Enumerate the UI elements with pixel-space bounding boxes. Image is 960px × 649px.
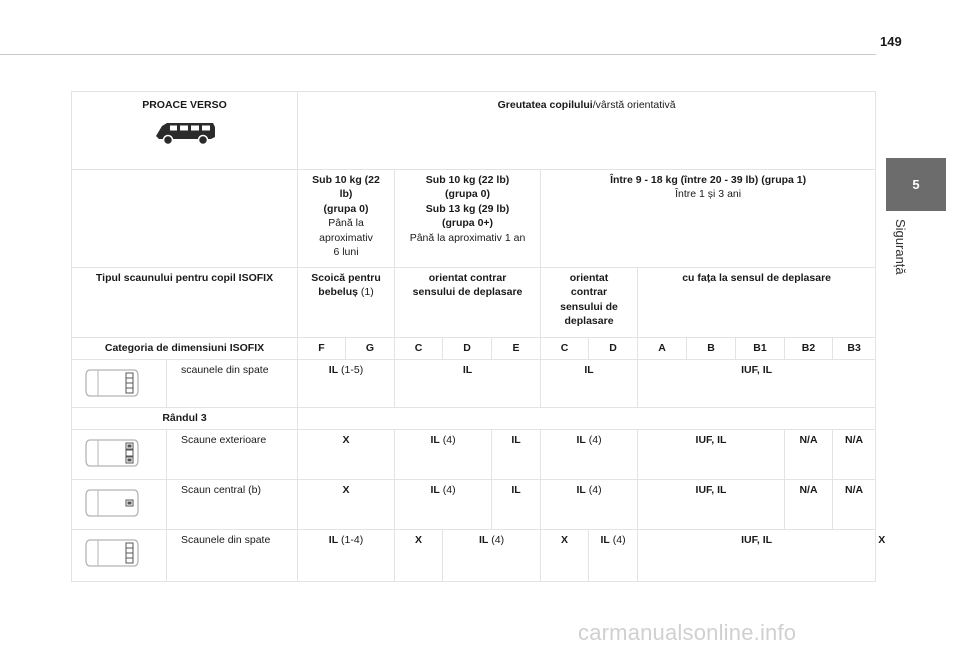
- table-header-row: [72, 92, 876, 170]
- vehicle-name: PROACE VERSO: [142, 99, 227, 111]
- page-number: 149: [880, 34, 902, 49]
- row-cell: N/A: [785, 430, 833, 480]
- seat-layout-rear-row-icon: [84, 366, 140, 400]
- seat-types-row: [72, 268, 876, 338]
- cell-value: IL: [576, 434, 586, 446]
- rear-facing-b-line: deplasare: [564, 315, 614, 328]
- rear-facing-line: sensului de deplasare: [412, 286, 523, 299]
- size-class-value: B: [687, 338, 736, 360]
- row-cell: IUF, IL: [638, 480, 785, 530]
- row-cell: [395, 430, 492, 480]
- rear-facing-b-line: orientat: [569, 272, 609, 284]
- cell-note: (4): [439, 434, 456, 446]
- row-cell: N/A: [833, 480, 876, 530]
- carrycot-line: Scoică pentru: [311, 272, 381, 284]
- cell-value: IL: [328, 534, 339, 546]
- row-cell: [541, 480, 638, 530]
- group-0-line: Până la: [328, 217, 364, 230]
- group-0plus-line: Până la aproximativ 1 an: [409, 231, 526, 244]
- weight-groups-row: [72, 170, 876, 268]
- group-0plus-cell: [395, 170, 541, 268]
- group-0plus-line: (grupa 0): [445, 188, 490, 201]
- size-class-label: Categoria de dimensiuni ISOFIX: [72, 338, 298, 360]
- group-0-line: Sub 10 kg (22: [312, 174, 380, 186]
- cell-value: IL: [576, 484, 586, 496]
- row-cell: IUF, IL: [638, 430, 785, 480]
- cell-note: (1-5): [338, 364, 364, 376]
- row-cell: [298, 360, 395, 408]
- row-cell: IUF, IL: [638, 360, 876, 408]
- row-cell: X: [298, 430, 395, 480]
- row-3-header: [72, 408, 876, 430]
- row-cell: IL: [395, 360, 541, 408]
- row-cell: [443, 530, 541, 582]
- seat-layout-outer-icon: [84, 436, 140, 470]
- group-0-line: aproximativ: [319, 231, 373, 244]
- row-cell: N/A: [785, 480, 833, 530]
- size-class-value: B3: [833, 338, 876, 360]
- group-0plus-line: Sub 10 kg (22 lb): [425, 174, 510, 186]
- group-0-line: lb): [339, 188, 353, 201]
- seat-layout-center-icon: [84, 486, 140, 520]
- isofix-table: [71, 91, 886, 582]
- cell-note: (4): [609, 534, 626, 546]
- row-cell: IL: [541, 360, 638, 408]
- seat-layout-rear-bench-icon: [84, 536, 140, 570]
- row-cell: [395, 480, 492, 530]
- weight-title-bold: Greutatea copilului: [497, 99, 593, 111]
- row-label: Scaun central (b): [167, 480, 298, 530]
- carrycot-note: (1): [357, 286, 374, 299]
- table-row-outer-seats: [72, 430, 876, 480]
- size-class-value: G: [346, 338, 395, 360]
- group-0-cell: [298, 170, 395, 268]
- watermark: carmanualsonline.info: [578, 620, 797, 645]
- weight-title-rest: /vârstă orientativă: [592, 99, 676, 111]
- size-class-value: D: [589, 338, 638, 360]
- row-3-label: Rândul 3: [72, 408, 298, 430]
- table-row-center-seat: [72, 480, 876, 530]
- cell-value: IL: [430, 484, 440, 496]
- seat-diagram-cell: [72, 530, 167, 582]
- header-divider: [0, 54, 876, 55]
- group-1-line: Între 9 - 18 kg (între 20 - 39 lb) (grupa 1): [610, 174, 807, 186]
- cell-value: IL: [478, 534, 489, 546]
- row-cell: [541, 430, 638, 480]
- group-0-line: 6 luni: [333, 246, 359, 259]
- cell-note: (4): [585, 434, 602, 446]
- table-row-rear-seats-row3: Scaunele din spate IL (1-4) X IL (4) X IL (4) IUF, IL X: [72, 530, 876, 582]
- cell-value: IL: [430, 434, 440, 446]
- row-cell: IUF, IL: [638, 530, 876, 582]
- cell-note: (4): [585, 484, 602, 496]
- cell-note: (1-4): [338, 534, 364, 546]
- size-class-value: A: [638, 338, 687, 360]
- weight-title-cell: [298, 92, 876, 170]
- seat-diagram-cell: [72, 430, 167, 480]
- cell-note: (4): [439, 484, 456, 496]
- vehicle-cell: [72, 92, 298, 170]
- row-cell: IL: [492, 480, 541, 530]
- chapter-title: Siguranță: [893, 219, 908, 275]
- group-0plus-line: (grupa 0+): [441, 217, 494, 230]
- empty-cell: [298, 408, 876, 430]
- row-label: scaunele din spate: [167, 360, 298, 408]
- rear-facing-b-line: contrar: [570, 286, 608, 299]
- cell-value: IL: [328, 364, 339, 376]
- row-label: Scaunele din spate: [167, 530, 298, 582]
- forward-facing-cell: cu fața la sensul de deplasare: [638, 268, 876, 338]
- row-label: Scaune exterioare: [167, 430, 298, 480]
- group-1-cell: [541, 170, 876, 268]
- size-class-value: C: [541, 338, 589, 360]
- size-class-value: B2: [785, 338, 833, 360]
- size-class-value: C: [395, 338, 443, 360]
- group-1-line: Între 1 și 3 ani: [675, 188, 742, 201]
- rear-facing-b-line: sensului de: [560, 300, 618, 313]
- rear-facing-line: orientat contrar: [428, 272, 507, 284]
- rear-facing-b-cell: [541, 268, 638, 338]
- row-cell: [589, 530, 638, 582]
- group-0-line: (grupa 0): [323, 202, 369, 215]
- table-row-rear-seats: [72, 360, 876, 408]
- row-cell: X: [395, 530, 443, 582]
- seat-diagram-cell: [72, 360, 167, 408]
- rear-facing-cell: [395, 268, 541, 338]
- size-class-row: [72, 338, 876, 360]
- row-cell: [298, 530, 395, 582]
- chapter-number: 5: [912, 177, 920, 192]
- size-class-value: D: [443, 338, 492, 360]
- row-cell: X: [541, 530, 589, 582]
- seat-diagram-cell: [72, 480, 167, 530]
- van-icon: [153, 118, 217, 146]
- group-0plus-line: Sub 13 kg (29 lb): [425, 202, 510, 215]
- size-class-value: E: [492, 338, 541, 360]
- cell-note: (4): [488, 534, 505, 546]
- carrycot-cell: [298, 268, 395, 338]
- carrycot-line: bebeluș: [318, 286, 358, 299]
- row-cell: IL: [492, 430, 541, 480]
- cell-value: IL: [600, 534, 610, 546]
- row-cell: X: [298, 480, 395, 530]
- size-class-value: B1: [736, 338, 785, 360]
- row-cell: N/A: [833, 430, 876, 480]
- chapter-tab[interactable]: [886, 158, 946, 211]
- empty-cell: [72, 170, 298, 268]
- size-class-value: F: [298, 338, 346, 360]
- seat-type-label: Tipul scaunului pentru copil ISOFIX: [72, 268, 298, 338]
